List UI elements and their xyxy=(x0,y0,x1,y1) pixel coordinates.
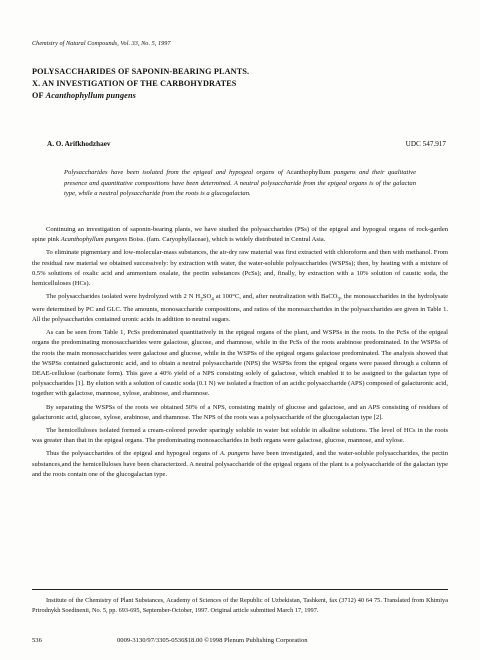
body-paragraph-6: The hemicelluloses isolated formed a cream-colored powder sparingly soluble in water but soluble in alkaline solutions. The level of HCs in the roots was greater than that in the epigeal organs. The predominating monosaccharides in both organs were galactose, glucose, mannose, and xylose. xyxy=(32,426,448,445)
p3-text-c: at 100°C, and, after neutralization with BaCO xyxy=(213,293,338,301)
body-paragraph-7 xyxy=(32,449,448,480)
p3-subscript-2: 4 xyxy=(211,296,214,303)
body-paragraph-5: By separating the WSPSs of the roots we obtained 50% of a NPS, consisting mainly of glucose and galactose, and an APS consisting of residues of galacturonic acid, glucose, xylose, arabinose, and rhamnose. The NPS of the roots was a polysaccharide of the glucogalactan type [2]. xyxy=(32,403,448,421)
body-paragraph-1 xyxy=(32,225,448,245)
footnote-divider xyxy=(32,589,448,590)
p3-text-b: SO xyxy=(202,293,212,301)
author-name: A. O. Arifkhodzhaev xyxy=(47,140,111,148)
p3-text-a: The polysaccharides isolated were hydrolyzed with 2 N H xyxy=(46,293,201,301)
abstract-part-2: pungens and their qualitative presence and quantitative compositions have been determined. A neutral polysaccharide from the epigeal organs is of the galactan type, while a neutral polysaccharide from the roots is a glucogalactan. xyxy=(64,169,417,198)
p1-text-b: Boiss. (fam. Caryophyllaceae), which is widely distributed in Central Asia. xyxy=(128,236,326,244)
p3-subscript-1: 2 xyxy=(200,296,203,303)
abstract xyxy=(64,168,416,200)
article-body xyxy=(32,225,448,483)
abstract-part-1: Polysaccharides have been isolated from the epigeal and hypogeal organs of xyxy=(64,169,283,176)
title-species: Acanthophyllum pungens xyxy=(45,91,137,100)
copyright-line: 0009-3130/97/3305-0536$18.00 ©1998 Plenum Publishing Corporation xyxy=(117,637,308,644)
body-paragraph-3 xyxy=(32,292,448,325)
article-title-line-1: POLYSACCHARIDES OF SAPONIN-BEARING PLANTS. xyxy=(32,67,250,76)
body-paragraph-4: As can be seen from Table 1, PcSs predominated quantitatively in the epigeal organs of the plant, and WSPSs in the roots. In the PcSs of the epigeal organs the predominating monosaccharides were galactose, glucose, and rhamnose, while in the PcSs of the roots arabinose predominated. In the WSPSs of the roots the main monosaccharides were galactose and glucose, while in the WSPSs of the epigeal organs galactose predominated. The analysis showed that the WSPSs contained galacturonic acid, and to obtain a neutral polysaccharide (NPS) the WSPSs from the epigeal organs were passed through a column of DEAE-cellulose (carbonate form). This gave a 40% yield of a NPS consisting solely of galactose, which enabled it to be assigned to the galactan type of polysaccharides [1]. By elution with a solution of caustic soda (0.1 N) we isolated a fraction of an acidic polysaccharide (APS) composed of galacturonic acid, together with galactose, mannose, xylose, arabinose, and rhamnose. xyxy=(32,329,448,398)
p3-text-d: , the monosaccharides in the hydrolysate were determined by PC and GLC. The amounts, monosaccharide compositions, and ratios of the monosaccharides in the polysaccharides are given in Table 1. All the polysaccharides contained uronic acids in addition to neutral sugars. xyxy=(32,293,448,323)
p7-text-a: Thus the polysaccharides of the epigeal and hypogeal organs of xyxy=(46,450,218,458)
affiliation-footnote: Institute of the Chemistry of Plant Substances, Academy of Sciences of the Republic of Uzbekistan, Tashkent, fax (3712) 40 64 75. Translated from Khimiya Prirodnykh Soedinenii, No. 5, pp. 693-695, September-October, 1997. Original article submitted March 17, 1997. xyxy=(32,597,448,614)
p7-species: A. pungens xyxy=(219,450,250,458)
p7-text-b: have been investigated, and the water-soluble polysaccharides, the pectin substances,and the hemicelluloses have been characterized. A neutral polysaccharide of the epigeal organs of the plant is a polysaccharide of the galactan type and the roots contain one of the glucogalactan type. xyxy=(32,450,449,478)
article-title-line-2: X. AN INVESTIGATION OF THE CARBOHYDRATES xyxy=(32,79,237,88)
title-prefix: OF xyxy=(32,91,44,100)
p1-text-a: Continuing an investigation of saponin-bearing plants, we have studied the polysaccharides (PSs) of the epigeal and hypogeal organs of rock-garden spine pink xyxy=(32,226,448,244)
page-number: 536 xyxy=(32,637,42,644)
article-title-line-3 xyxy=(32,91,452,100)
body-paragraph-2: To eliminate pigmentary and low-molecular-mass substances, the air-dry raw material was first extracted with chloroform and then with methanol. From the residual raw material we obtained successively: by extraction with water, the water-soluble polysaccharides (WSPSs); then, by heating with a mixture of 0.5% solutions of oxalic acid and ammonium oxalate, the pectin substances (PcSs); and, finally, by extraction with a 10% solution of caustic soda, the hemicelluloses (HCs). xyxy=(32,249,448,288)
udc-code: UDC 547.917 xyxy=(405,140,446,148)
abstract-genus: Acanthophyllum xyxy=(286,169,331,176)
p1-species: Acanthophyllum pungens xyxy=(60,236,128,244)
p3-subscript-3: 3 xyxy=(337,296,341,303)
journal-header: Chemistry of Natural Compounds, Vol. 33, No. 5, 1997 xyxy=(32,40,171,47)
